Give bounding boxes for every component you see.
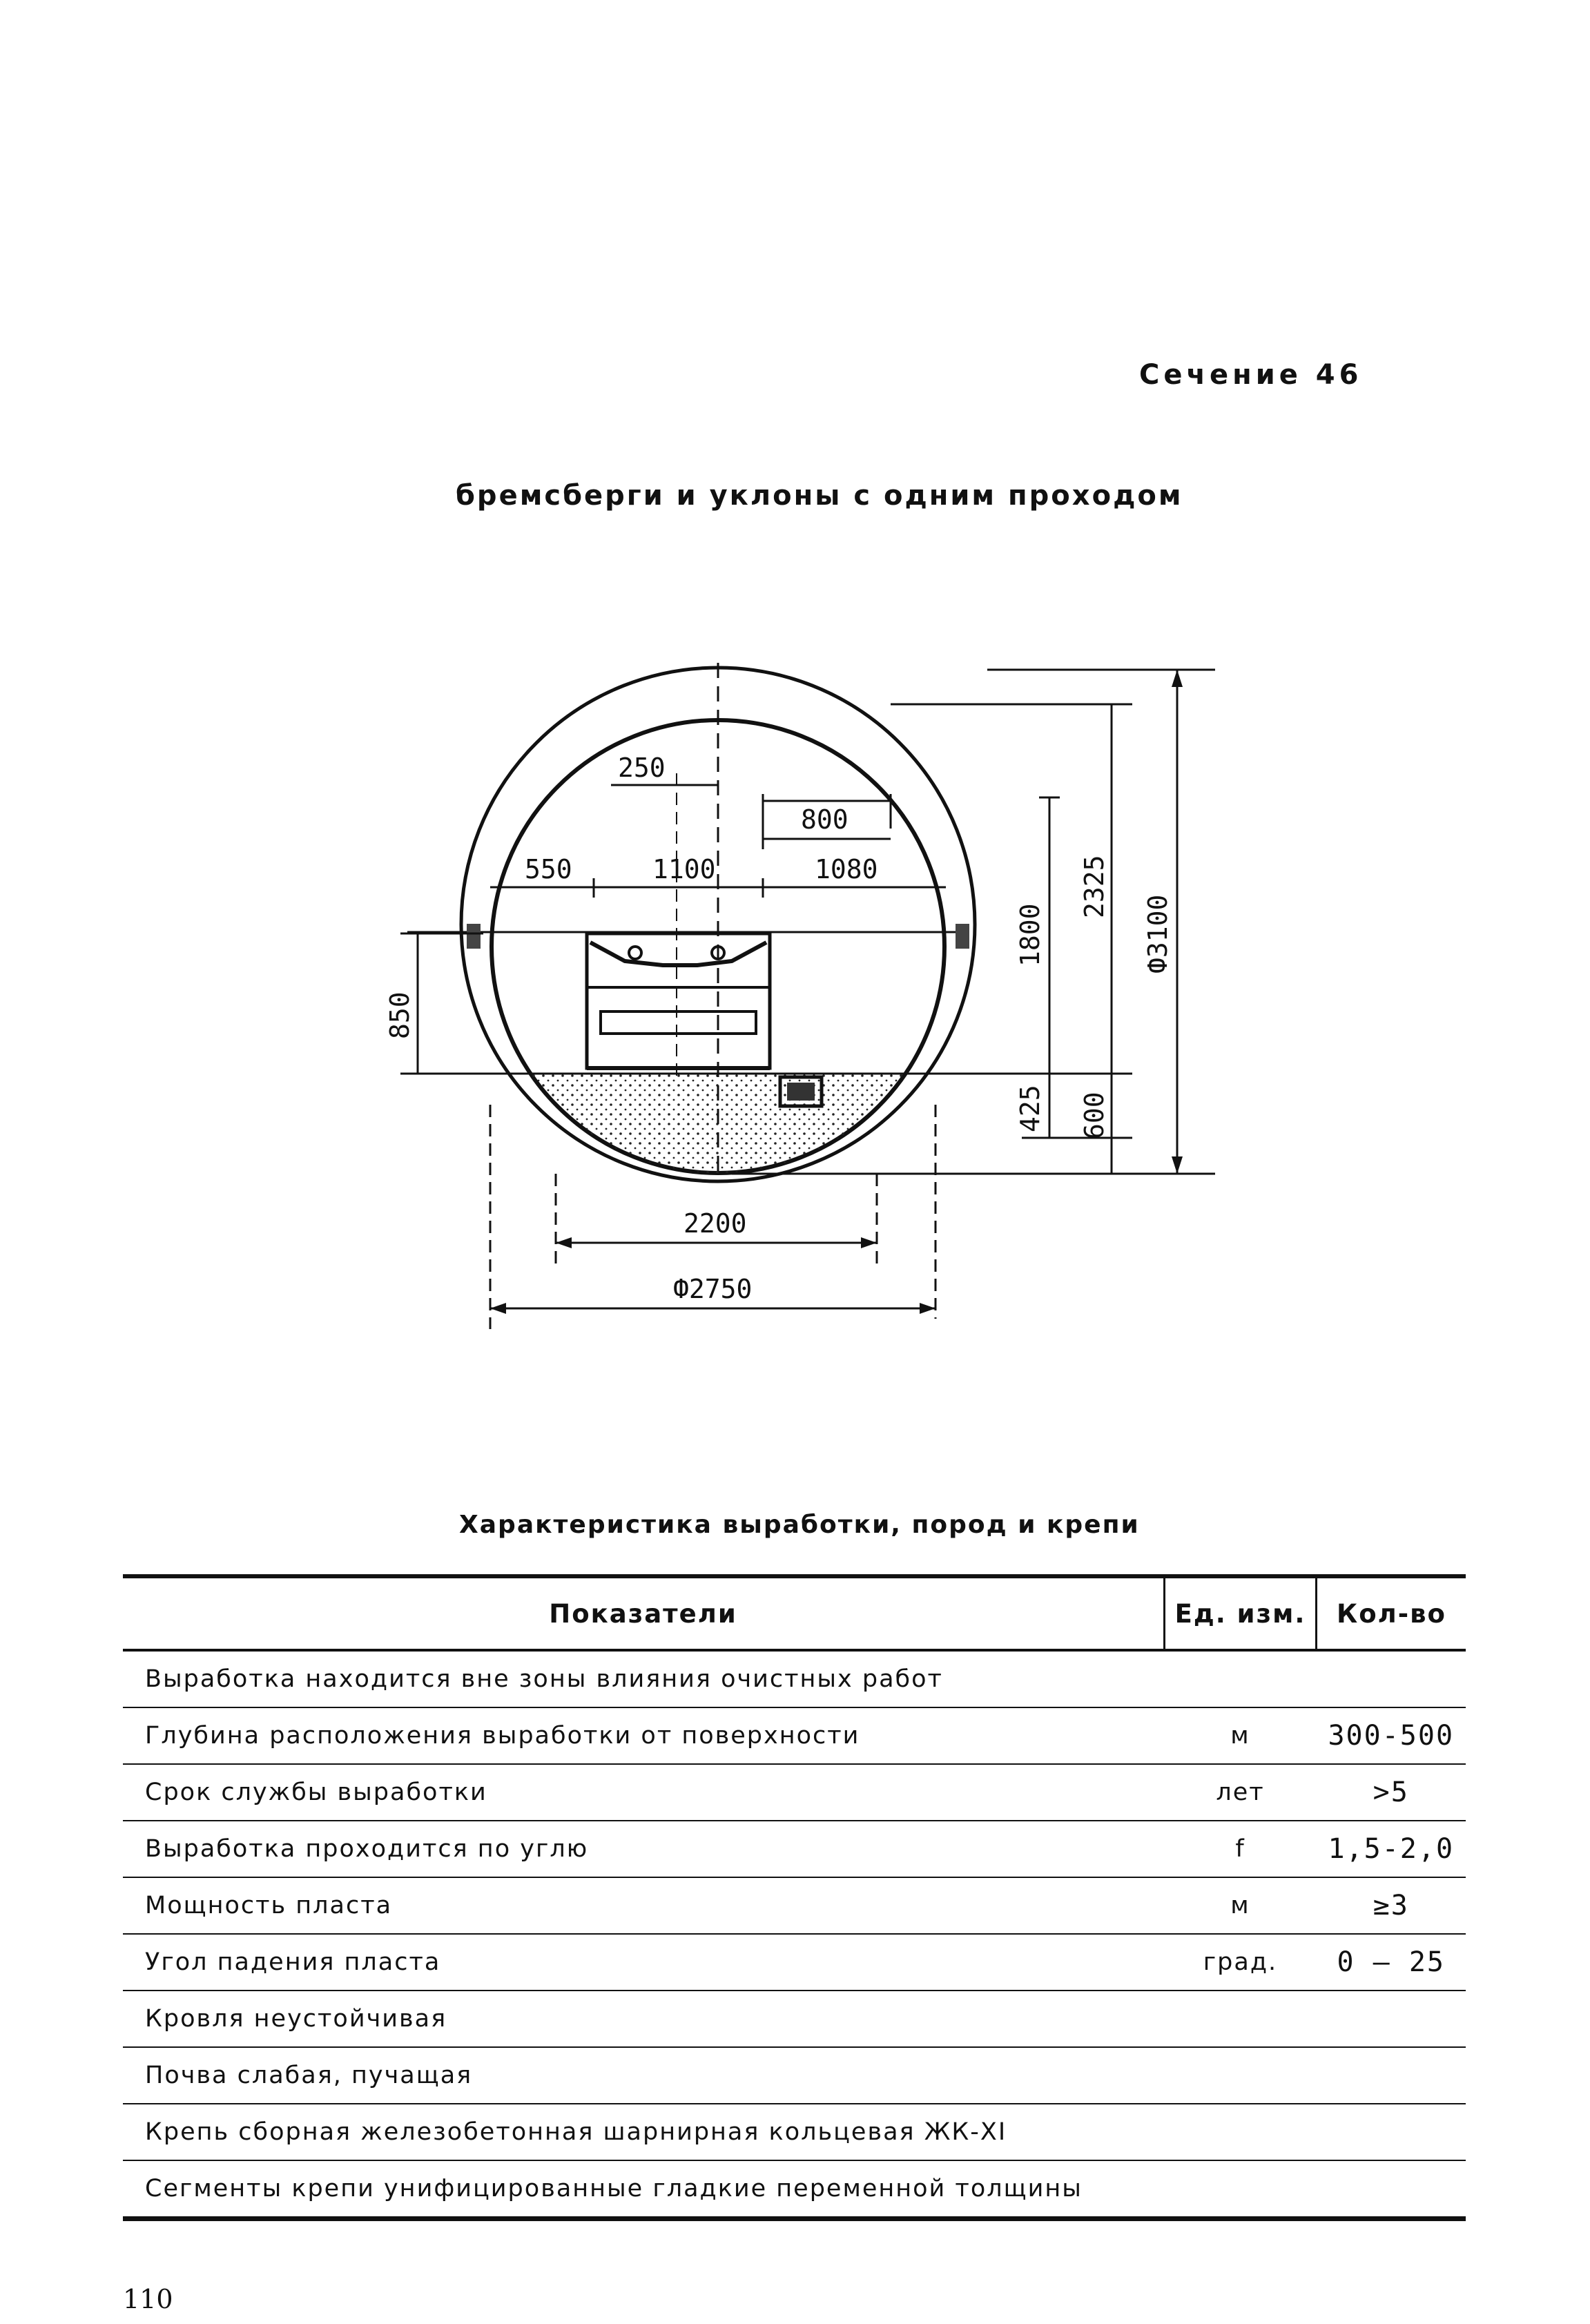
row-label: Срок службы выработки: [123, 1764, 1165, 1821]
table-row: [123, 2160, 1466, 2219]
row-label: Мощность пласта: [123, 1877, 1165, 1934]
dim-600: 600: [1079, 1092, 1109, 1139]
row-label: Выработка проходится по углю: [123, 1821, 1165, 1877]
row-value: [1317, 1991, 1466, 2047]
conveyor-frame: [587, 933, 770, 1068]
header-value: Кол-во: [1317, 1576, 1466, 1650]
row-unit: [1165, 1650, 1317, 1707]
row-unit: [1165, 2160, 1317, 2219]
dim-1800: 1800: [1015, 903, 1045, 967]
row-value: [1317, 2104, 1466, 2160]
row-label: Сегменты крепи унифицированные гладкие переменной толщины: [123, 2160, 1165, 2219]
table-row: [123, 1991, 1466, 2047]
dim-1080: 1080: [815, 854, 878, 884]
table-row: [123, 1877, 1466, 1934]
table-row: [123, 1707, 1466, 1764]
table-row: [123, 1650, 1466, 1707]
row-value: 0 – 25: [1317, 1934, 1466, 1991]
row-label: Глубина расположения выработки от поверхности: [123, 1707, 1165, 1764]
dim-2325: 2325: [1079, 855, 1109, 918]
row-unit: лет: [1165, 1764, 1317, 1821]
cross-section-drawing: [0, 621, 1590, 1353]
table-header-row: [123, 1576, 1466, 1650]
dim-550: 550: [525, 854, 572, 884]
section-label: Сечение 46: [1139, 359, 1363, 391]
header-indicator: Показатели: [123, 1576, 1165, 1650]
row-unit: [1165, 1991, 1317, 2047]
row-unit: f: [1165, 1821, 1317, 1877]
row-label: Выработка находится вне зоны влияния очистных работ: [123, 1650, 1165, 1707]
row-value: ≥3: [1317, 1877, 1466, 1934]
table-row: [123, 1764, 1466, 1821]
dim-800: 800: [801, 804, 849, 835]
row-unit: м: [1165, 1707, 1317, 1764]
document-title: бремсберги и уклоны с одним проходом: [456, 480, 1183, 512]
ballast-fill: [483, 1074, 960, 1212]
row-value: >5: [1317, 1764, 1466, 1821]
page-number: 110: [123, 2284, 173, 2314]
characteristics-table: [123, 1574, 1466, 2221]
row-label: Кровля неустойчивая: [123, 1991, 1165, 2047]
header-unit: Ед. изм.: [1165, 1576, 1317, 1650]
table-title: Характеристика выработки, пород и крепи: [459, 1511, 1140, 1539]
row-unit: град.: [1165, 1934, 1317, 1991]
table-row: [123, 2104, 1466, 2160]
row-value: [1317, 1650, 1466, 1707]
table-row: [123, 1934, 1466, 1991]
row-unit: [1165, 2104, 1317, 2160]
dim-850: 850: [385, 991, 415, 1039]
row-value: 1,5-2,0: [1317, 1821, 1466, 1877]
dim-3100: Ф3100: [1143, 894, 1173, 974]
row-value: [1317, 2047, 1466, 2104]
table-row: [123, 2047, 1466, 2104]
row-unit: м: [1165, 1877, 1317, 1934]
dim-2750: Ф2750: [673, 1274, 753, 1304]
dim-2200: 2200: [683, 1208, 747, 1239]
row-label: Угол падения пласта: [123, 1934, 1165, 1991]
row-label: Почва слабая, пучащая: [123, 2047, 1165, 2104]
table-row: [123, 1821, 1466, 1877]
dim-250: 250: [618, 753, 666, 783]
row-label: Крепь сборная железобетонная шарнирная кольцевая ЖК-XI: [123, 2104, 1165, 2160]
row-value: [1317, 2160, 1466, 2219]
row-unit: [1165, 2047, 1317, 2104]
row-value: 300-500: [1317, 1707, 1466, 1764]
dim-425: 425: [1015, 1085, 1045, 1132]
dim-1100: 1100: [652, 854, 716, 884]
